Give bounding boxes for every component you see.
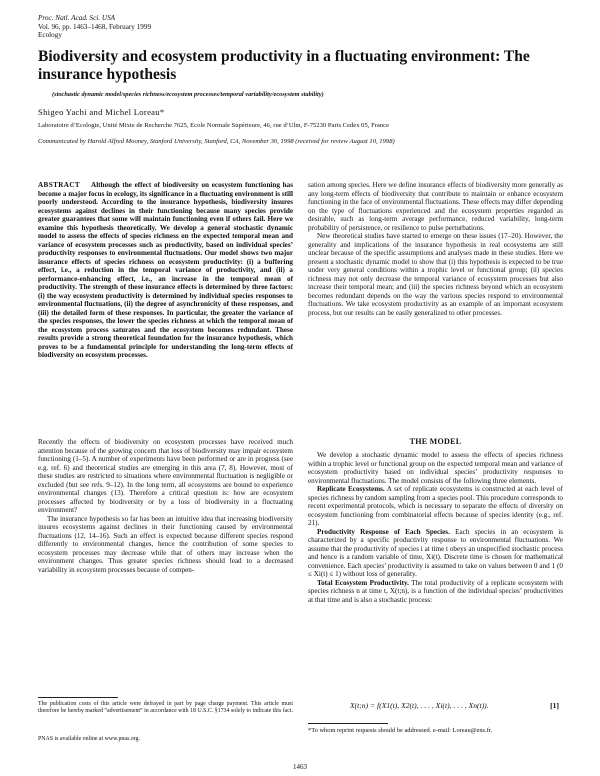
journal-header	[38, 14, 151, 40]
intro-paragraph-1: Recently the effects of biodiversity on ecosystem processes have received much attention because of the growing concern that loss of biodiversity may impair ecosystem functioning (1–5). A number of experiments have been performed or are in progress (see e.g. ref. 6) and theoretical studies are emerging in this area (7, 8). However, most of these studies are restricted to situations where environmental fluctuation is negligible or excluded (but see refs. 9–12). In the long term, all ecosystems are bound to experience environmental changes (13). Therefore a critical question is: how are ecosystem processes affected by biodiversity or by a loss of biodiversity in a fluctuating environment?	[38, 438, 293, 515]
paper-title: Biodiversity and ecosystem productivity in a fluctuating environment: The insurance hypothesis	[38, 48, 530, 83]
productivity-text: Each species in an ecosystem is characterized by a specific productivity response to environmental fluctuations. We assume that the productivity of species i at time t obeys an unspecified stochastic process and hence is a random variable of time, Xi(t). Discrete time is chosen for mathematical convenience. Each species’ productivity is assumed to take on values between 0 and 1 (0 ≤ Xi(t) ≤ 1) without loss of generality.	[308, 527, 564, 579]
model-intro: We develop a stochastic dynamic model to assess the effects of species richness within a trophic level or functional group on the expected temporal mean and variance of ecosystem productivity based on individual species’ productivity responses to environmental fluctuations. The model consists of the following three elements.	[308, 451, 563, 485]
footnote-divider-left	[38, 697, 118, 698]
replicate-heading: Replicate Ecosystems.	[317, 485, 385, 494]
keywords: (stochastic dynamic model/species richness/ecosystem processes/temporal variability/ecosystem stability)	[52, 91, 324, 98]
intro-continued	[308, 181, 563, 317]
total-text: The total productivity of a replicate ecosystem with species richness n at time t, X(t;n), is a function of the individual species’ productivities at that time and is also a stochastic process:	[308, 578, 563, 604]
productivity-paragraph	[308, 528, 563, 579]
equation-body: X(t;n) = f(X1(t), X2(t), . . . , Xi(t), . . . , Xn(t)).	[350, 701, 489, 710]
abstract-label: ABSTRACT	[38, 181, 81, 189]
total-paragraph	[308, 579, 563, 605]
intro-paragraph-4: New theoretical studies have started to emerge on these issues (17–20). However, the generality and implications of the insurance hypothesis in real ecosystems are still unclear because of the specific assumptions and analyses made in these studies. Here we present a stochastic dynamic model to show that (i) this hypothesis is expected to be true under very general conditions within a trophic level or functional group; (ii) species richness may not only decrease the temporal variance of ecosystem processes but also increase their temporal mean; and (iii) the species richness beyond which an ecosystem becomes redundant depends on the way the various species respond to environmental fluctuations. We take ecosystem productivity as an example of an important ecosystem process, but our results can be easily generalized to other processes.	[308, 232, 563, 317]
affiliation: Laboratoire d’Ecologie, Unité Mixte de Recherche 7625, Ecole Normale Supérieure, 46, rue d’Ulm, F-75230 Paris Cedex 05, France	[38, 122, 390, 129]
communicated-by: Communicated by Harold Alfred Mooney, Stanford University, Stanford, CA, November 30, 1998 (received for review August 10, 1998)	[38, 138, 395, 145]
section-heading-model: THE MODEL	[409, 437, 462, 446]
journal-volume: Vol. 96, pp. 1463–1468, February 1999	[38, 22, 152, 31]
abstract-text: Although the effect of biodiversity on ecosystem functioning has become a major focus in ecology, its significance in a fluctuating environment is still poorly understood. According to the insurance hypothesis, biodiversity insures ecosystems against declines in their functioning because many species provide greater guarantees that some will maintain functioning even if others fail. Here we examine this hypothesis theoretically. We develop a general stochastic dynamic model to assess the effects of species richness on the expected temporal mean and variance of ecosystem processes such as productivity, based on individual species’ productivity responses to environmental fluctuations. Our model shows two major insurance effects of species richness on ecosystem productivity: (i) a buffering effect, i.e., a reduction in the temporal variance of productivity, and (ii) a performance-enhancing effect, i.e., an increase in the temporal mean of productivity. The strength of these insurance effects is determined by three factors: (i) the way ecosystem productivity is determined by individual species responses to environmental fluctuations, (ii) the degree of asynchronicity of these responses, and (iii) the detailed form of these responses. In particular, the greater the variance of the species responses, the lower the species richness at which the temporal mean of the ecosystem process saturates and the ecosystem becomes redundant. These results provide a strong theoretical foundation for the insurance hypothesis, which proves to be a fundamental principle for understanding the long-term effects of biodiversity on ecosystem processes.	[38, 181, 293, 360]
pnas-footnote: PNAS is available online at www.pnas.org.	[38, 736, 140, 742]
page-number: 1463	[293, 763, 307, 771]
authors: Shigeo Yachi and Michel Loreau*	[38, 107, 165, 117]
footnote-divider-right	[308, 723, 388, 724]
total-heading: Total Ecosystem Productivity.	[317, 578, 409, 587]
replicate-paragraph	[308, 485, 563, 528]
introduction	[38, 438, 293, 574]
abstract	[38, 181, 293, 360]
intro-paragraph-3: sation among species. Here we define insurance effects of biodiversity more generally as any long-term effects of biodiversity that contribute to maintain or enhance ecosystem functioning in the face of environmental fluctuations. These effects may differ depending on the type of fluctuations experienced and the ecosystem properties regarded as desirable, such as long-term average performance, reduced variability, long-term probability of persistence, or resilience to pulse perturbations.	[308, 181, 563, 232]
replicate-text: A set of replicate ecosystems is constructed at each level of species richness by random sampling from a species pool. This procedure corresponds to recent experimental protocols, which is necessary to separate the effects of diversity on ecosystem functioning from combinatorial effects because of species identity (e.g., ref. 21).	[308, 485, 563, 528]
journal-name: Proc. Natl. Acad. Sci. USA	[38, 14, 116, 22]
productivity-heading: Productivity Response of Each Species.	[317, 527, 450, 536]
journal-section: Ecology	[38, 31, 62, 40]
correspondence-footnote: *To whom reprint requests should be addressed. e-mail: Loreau@ens.fr.	[308, 727, 493, 734]
intro-paragraph-2: The insurance hypothesis so far has been an intuitive idea that increasing biodiversity insures ecosystems against declines in their functioning caused by environmental fluctuations (12, 14–16). Such an effect is expected because different species respond differently to environmental changes, hence the contribution of some species to ecosystem processes may decrease while that of others may increase when the environment changes. Thus greater species richness should lead to a decreased variability in ecosystem processes because of compen-	[38, 514, 293, 574]
model-section	[308, 451, 563, 604]
publication-footnote: The publication costs of this article were defrayed in part by page charge payment. This article must therefore be hereby marked “advertisement” in accordance with 18 U.S.C. §1734 solely to indicate this fact.	[38, 701, 294, 715]
equation-number: [1]	[550, 701, 559, 710]
